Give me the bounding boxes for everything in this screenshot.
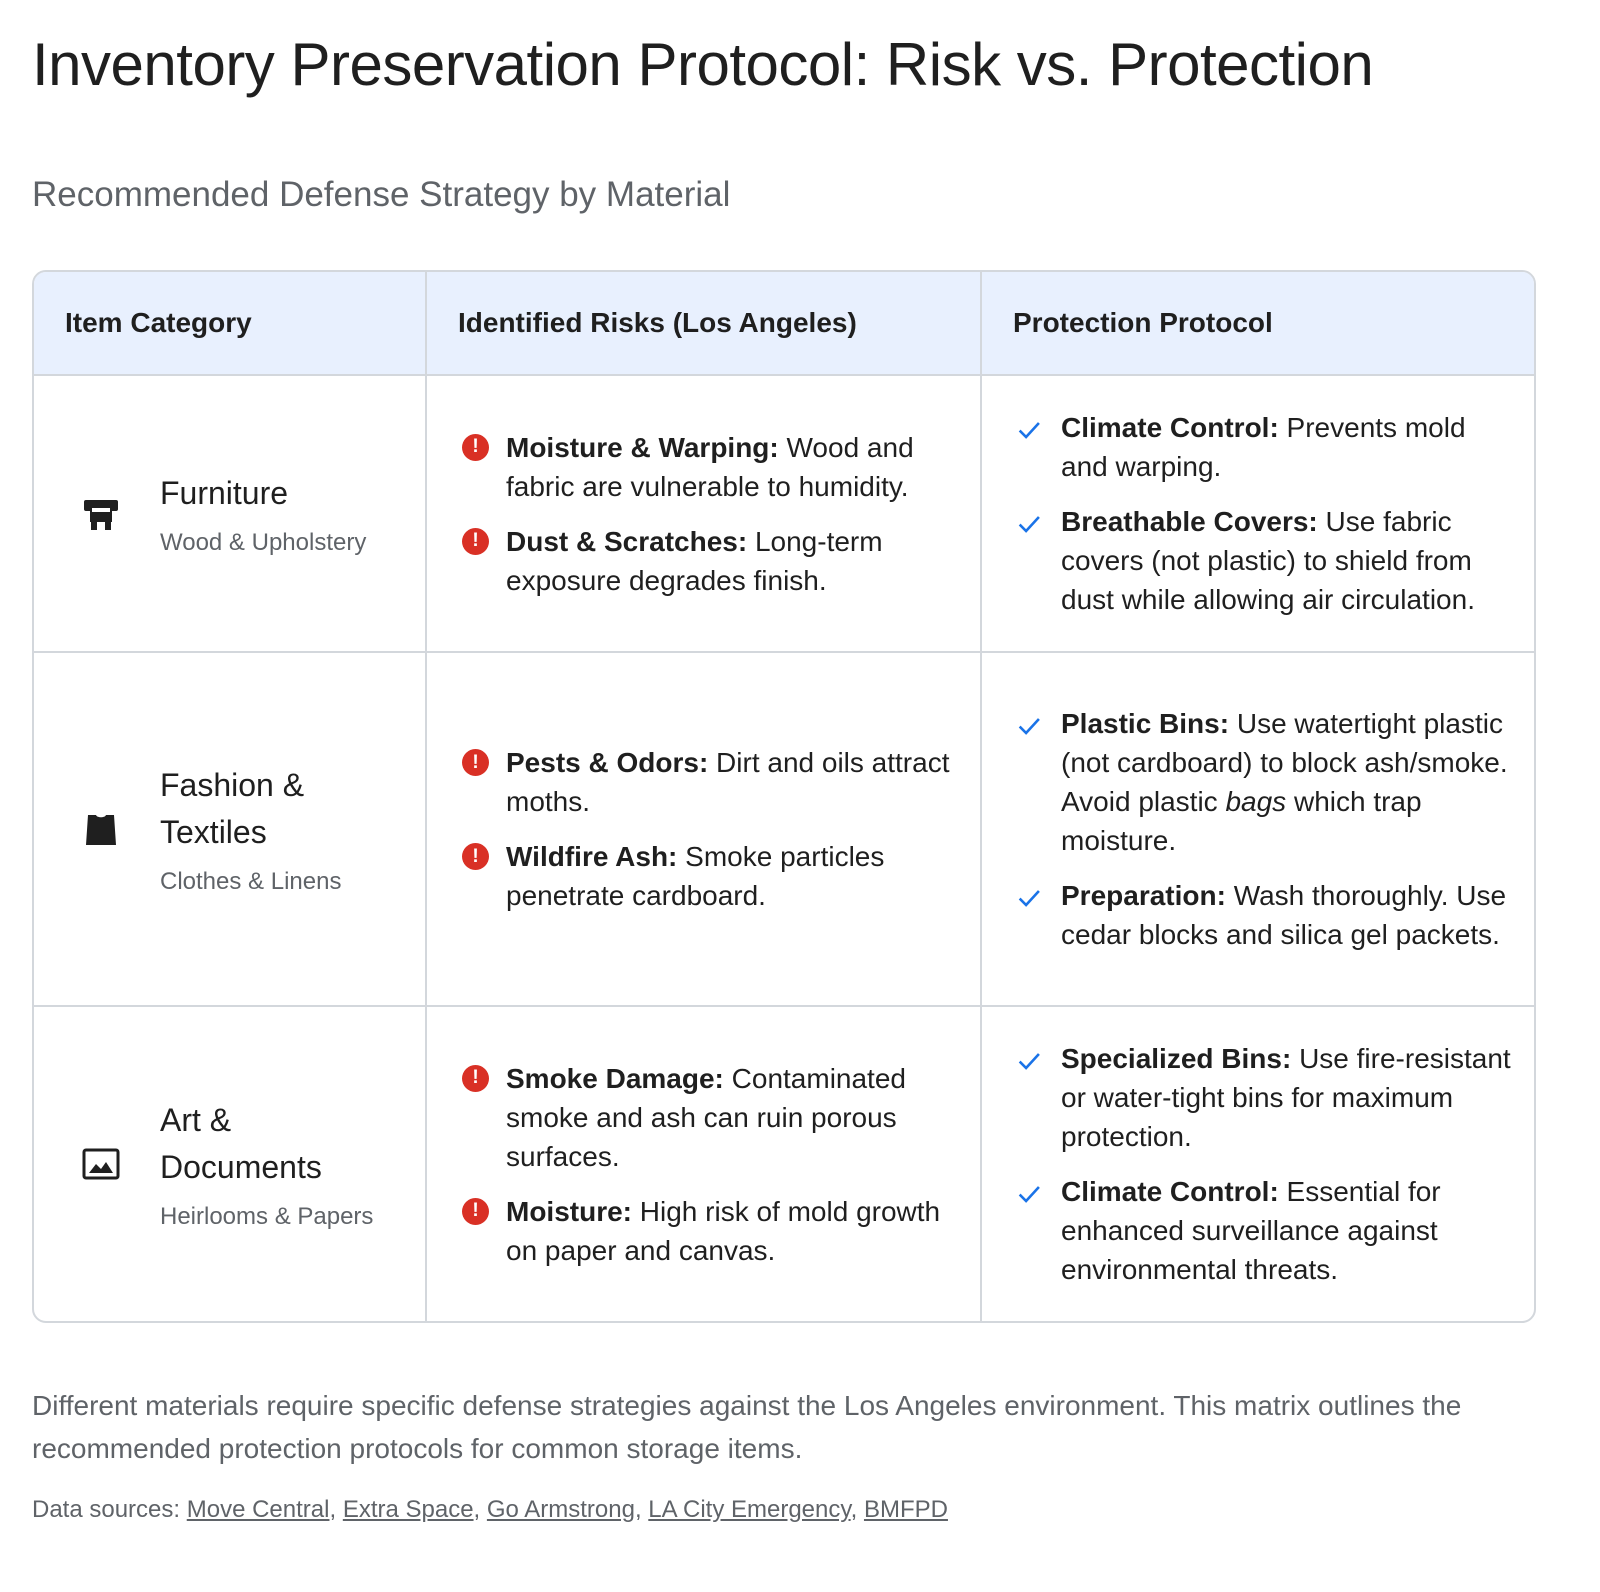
image-icon	[81, 1144, 121, 1184]
risk-label: Moisture & Warping:	[506, 431, 779, 463]
sources-prefix: Data sources:	[32, 1496, 187, 1523]
source-link-bmfpd[interactable]: BMFPD	[863, 1496, 948, 1523]
source-separator: ,	[850, 1496, 864, 1523]
risk-text: Wood and fabric are vulnerable to humidity.	[506, 431, 914, 502]
category-cell-art	[34, 1007, 427, 1321]
risks-cell-art	[427, 1007, 982, 1321]
protection-label: Specialized Bins:	[1061, 1043, 1292, 1074]
alert-icon: !	[462, 528, 489, 555]
header-item-category: Item Category	[34, 272, 427, 376]
data-sources	[32, 1496, 948, 1524]
risk-text: Long-term exposure degrades finish.	[506, 525, 883, 596]
risk-item	[460, 837, 958, 915]
category-cell-fashion	[34, 653, 427, 1007]
protection-matrix-table	[32, 270, 1536, 1323]
risks-cell-fashion	[427, 653, 982, 1007]
protection-text: Use fire-resistant or water-tight bins for maximum protection.	[1061, 1043, 1511, 1152]
category-name-line1: Fashion &	[160, 767, 305, 803]
check-icon	[1015, 510, 1043, 538]
alert-icon: !	[462, 843, 489, 870]
protection-text: Wash thoroughly. Use cedar blocks and silica gel packets.	[1061, 880, 1507, 950]
check-icon	[1015, 1047, 1043, 1075]
risk-label: Smoke Damage:	[506, 1062, 724, 1094]
footer-description: Different materials require specific defense strategies against the Los Angeles environment. This matrix outlines the recommended protection protocols for common storage items.	[32, 1390, 1462, 1464]
check-icon	[1015, 416, 1043, 444]
header-protection-protocol: Protection Protocol	[982, 272, 1534, 376]
protections-cell-furniture	[982, 376, 1534, 653]
source-separator: ,	[329, 1496, 343, 1523]
category-subtitle: Heirlooms & Papers	[160, 1203, 374, 1230]
alert-icon: !	[462, 1065, 489, 1092]
risk-text: High risk of mold growth on paper and canvas.	[506, 1195, 941, 1266]
protection-text: Use fabric covers (not plastic) to shield from dust while allowing air circulation.	[1061, 506, 1475, 615]
alert-icon: !	[462, 749, 489, 776]
protection-text: which trap moisture.	[1061, 786, 1422, 856]
risk-label: Dust & Scratches:	[506, 525, 748, 557]
protection-label: Preparation:	[1061, 880, 1226, 911]
protection-text: Essential for enhanced surveillance against environmental threats.	[1061, 1176, 1441, 1285]
risk-item	[460, 428, 958, 506]
risk-text: Smoke particles penetrate cardboard.	[506, 841, 885, 911]
protections-cell-art	[982, 1007, 1534, 1321]
source-separator: ,	[473, 1496, 487, 1523]
check-icon	[1015, 884, 1043, 912]
source-link-extra-space[interactable]: Extra Space	[342, 1496, 474, 1523]
protection-text: Prevents mold and warping.	[1061, 412, 1466, 482]
protection-item	[1015, 876, 1512, 954]
protection-label: Plastic Bins:	[1061, 708, 1230, 739]
protection-text: Use watertight plastic (not cardboard) to block ash/smoke. Avoid plastic	[1061, 708, 1508, 817]
source-separator: ,	[634, 1496, 649, 1523]
protection-label: Climate Control:	[1061, 412, 1279, 443]
protections-cell-fashion	[982, 653, 1534, 1007]
risk-label: Pests & Odors:	[506, 747, 709, 778]
category-name-line1: Art &	[160, 1102, 232, 1138]
risk-item	[460, 1192, 958, 1270]
header-identified-risks: Identified Risks (Los Angeles)	[427, 272, 982, 376]
check-icon	[1015, 1180, 1043, 1208]
risk-item	[460, 1059, 958, 1176]
risk-text: Dirt and oils attract moths.	[506, 747, 950, 817]
page-title: Inventory Preservation Protocol: Risk vs. Protection	[32, 31, 1374, 98]
risk-label: Moisture:	[506, 1195, 632, 1227]
page-subtitle: Recommended Defense Strategy by Material	[32, 175, 731, 214]
protection-item	[1015, 502, 1512, 619]
alert-icon: !	[462, 1198, 489, 1225]
risk-item	[460, 743, 958, 821]
protection-item	[1015, 1172, 1512, 1289]
category-subtitle: Clothes & Linens	[160, 868, 342, 895]
alert-icon: !	[462, 434, 489, 461]
protection-item	[1015, 1039, 1512, 1156]
category-name: Furniture	[160, 475, 289, 511]
risk-item	[460, 522, 958, 600]
furniture-icon	[81, 494, 121, 534]
category-name-line2: Textiles	[160, 814, 267, 850]
shirt-icon	[81, 809, 121, 849]
protection-emphasis: bags	[1225, 786, 1287, 817]
source-link-la-city-emergency[interactable]: LA City Emergency	[648, 1496, 851, 1523]
risk-text: Contaminated smoke and ash can ruin porous surfaces.	[506, 1062, 906, 1172]
protection-item	[1015, 704, 1512, 860]
risks-cell-furniture	[427, 376, 982, 653]
protection-item	[1015, 408, 1512, 486]
risk-label: Wildfire Ash:	[506, 841, 678, 872]
protection-label: Climate Control:	[1061, 1176, 1279, 1207]
protection-label: Breathable Covers:	[1061, 506, 1318, 537]
category-name-line2: Documents	[160, 1149, 322, 1185]
category-cell-furniture	[34, 376, 427, 653]
category-subtitle: Wood & Upholstery	[160, 529, 367, 556]
check-icon	[1015, 712, 1043, 740]
source-link-move-central[interactable]: Move Central	[186, 1496, 330, 1523]
source-link-go-armstrong[interactable]: Go Armstrong	[486, 1496, 635, 1523]
